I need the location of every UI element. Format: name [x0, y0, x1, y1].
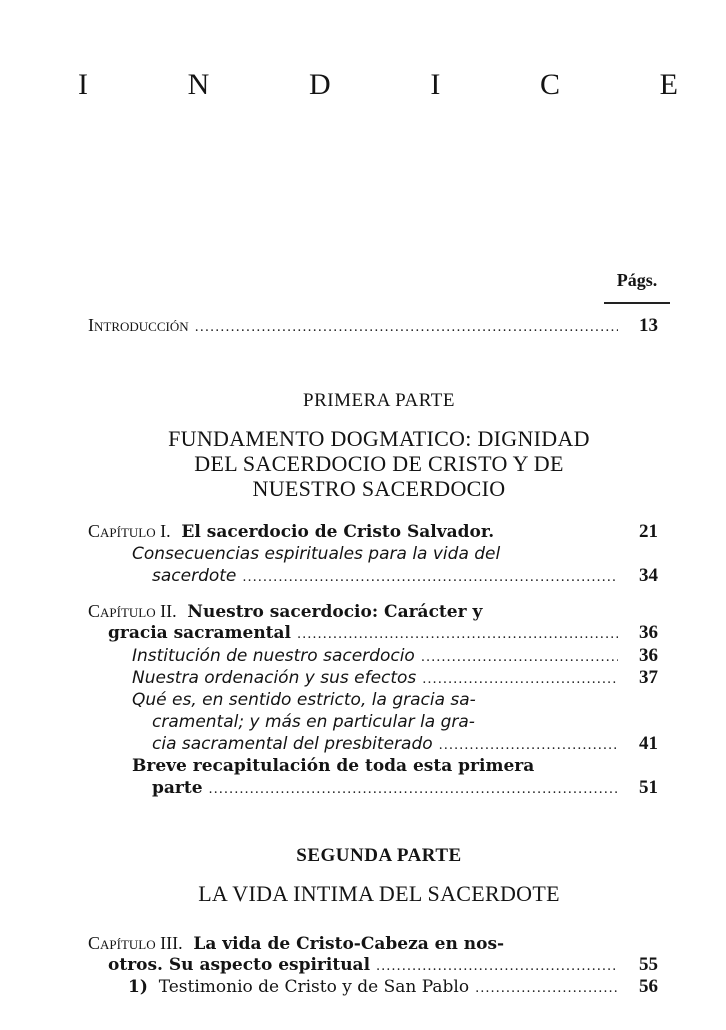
- toc-entry-chapter-2[interactable]: [88, 600, 482, 623]
- entry-label: cia sacramental del presbiterado: [152, 734, 433, 754]
- leader-dots: [421, 647, 618, 669]
- leader-dots: [422, 669, 618, 691]
- subentry-line: Consecuencias espirituales para la vida del: [132, 544, 501, 564]
- page-number: 21: [639, 521, 658, 542]
- page-number: 56: [639, 976, 658, 997]
- page-number: 36: [639, 622, 658, 643]
- entry-label: Introducción: [88, 315, 189, 335]
- entry-label: Nuestra ordenación y sus efectos: [132, 668, 417, 688]
- entry-label: Institución de nuestro sacerdocio: [132, 646, 415, 666]
- title-letter: I: [78, 68, 88, 101]
- leader-dots: [242, 567, 618, 589]
- page-number: 55: [639, 954, 658, 975]
- leader-dots: [297, 624, 618, 646]
- pages-column-header: Págs.: [616, 270, 658, 290]
- chapter-prefix: Capítulo III.: [88, 933, 183, 953]
- chapter-prefix: Capítulo II.: [88, 601, 177, 621]
- toc-subentry[interactable]: [132, 667, 658, 691]
- chapter-title-cont: gracia sacramental: [108, 623, 291, 643]
- page-number: 41: [639, 733, 658, 754]
- part-title-line: LA VIDA INTIMA DEL SACERDOTE: [198, 881, 560, 906]
- subentry-line: cramental; y más en particular la gra-: [152, 712, 475, 732]
- part-label: SEGUNDA PARTE: [296, 845, 462, 866]
- title-letter: E: [659, 68, 678, 101]
- title-letter: N: [187, 68, 210, 101]
- leader-dots: [439, 735, 618, 757]
- toc-subentry[interactable]: [152, 565, 658, 589]
- part-title-line: DEL SACERDOCIO DE CRISTO Y DE: [194, 451, 564, 476]
- toc-entry-chapter-1[interactable]: [88, 520, 658, 543]
- item-number: 1): [128, 977, 148, 997]
- title-letter: D: [308, 68, 331, 101]
- toc-entry-chapter-3-cont[interactable]: [108, 954, 658, 978]
- header-rule: [604, 302, 670, 304]
- entry-label: sacerdote: [152, 566, 237, 586]
- toc-subentry[interactable]: [152, 733, 658, 757]
- page-number: 34: [639, 565, 658, 586]
- title-letter: I: [430, 68, 441, 101]
- page-number: 36: [639, 645, 658, 666]
- toc-recap-entry[interactable]: [152, 777, 658, 801]
- subentry-line: Qué es, en sentido estricto, la gracia sa-: [132, 690, 476, 710]
- entry-label: parte: [152, 778, 203, 798]
- page-number: 37: [639, 667, 658, 688]
- chapter-title: La vida de Cristo-Cabeza en nos-: [193, 934, 505, 954]
- toc-entry-intro[interactable]: [88, 314, 658, 339]
- part-title-line: NUESTRO SACERDOCIO: [252, 476, 506, 501]
- chapter-prefix: Capítulo I.: [88, 521, 171, 541]
- part-title-line: FUNDAMENTO DOGMATICO: DIGNIDAD: [168, 426, 590, 451]
- toc-subentry[interactable]: [128, 976, 658, 1000]
- leader-dots: [195, 317, 618, 339]
- leader-dots: [475, 978, 618, 1000]
- chapter-title: El sacerdocio de Cristo Salvador.: [181, 522, 495, 542]
- page-number: 51: [639, 777, 658, 798]
- toc-entry-chapter-2-cont[interactable]: [108, 622, 658, 646]
- title-letter: C: [539, 68, 560, 101]
- page-number: 13: [639, 315, 658, 336]
- recap-line: Breve recapitulación de toda esta primera: [132, 756, 535, 776]
- leader-dots: [209, 779, 618, 801]
- chapter-title: Nuestro sacerdocio: Carácter y: [187, 602, 483, 622]
- entry-label: Testimonio de Cristo y de San Pablo: [158, 977, 470, 997]
- toc-entry-chapter-3[interactable]: [88, 932, 504, 955]
- chapter-title-cont: otros. Su aspecto espiritual: [108, 955, 371, 975]
- toc-subentry[interactable]: [132, 645, 658, 669]
- page-title: [78, 68, 678, 102]
- part-label: PRIMERA PARTE: [303, 390, 455, 411]
- leader-dots: [376, 956, 618, 978]
